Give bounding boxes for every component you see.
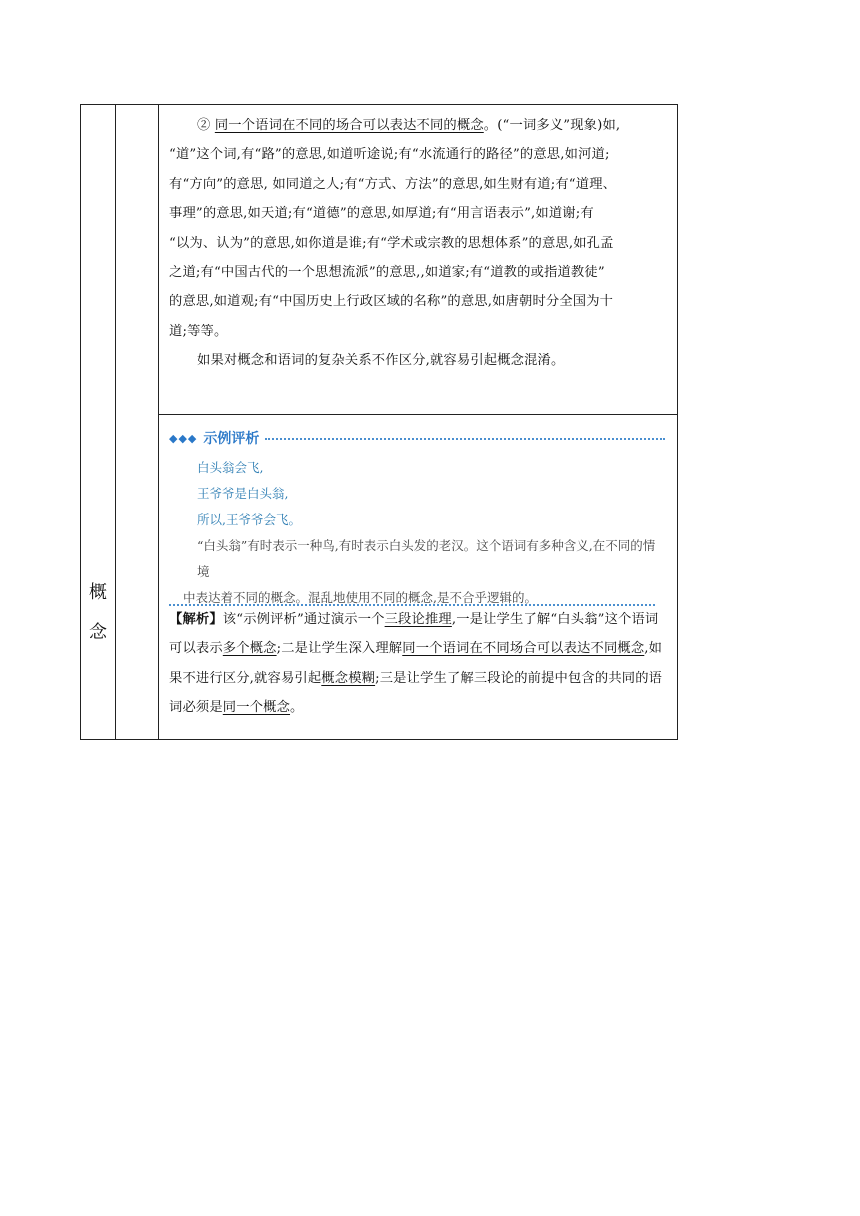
row-divider bbox=[159, 414, 677, 415]
content-table bbox=[80, 104, 678, 740]
conclusion-line: 如果对概念和语词的复杂关系不作区分,就容易引起概念混淆。 bbox=[197, 353, 565, 369]
text-line: 事理”的意思,如天道;有“道德”的意思,如厚道;有“用言语表示”,如道谢;有 bbox=[169, 206, 594, 222]
analysis-tag: 【解析】 bbox=[169, 612, 223, 627]
example-body bbox=[169, 455, 665, 611]
premise-2: 王爷爷是白头翁, bbox=[197, 486, 289, 501]
text-line: ② 同一个语词在不同的场合可以表达不同的概念。(“一词多义”现象)如, bbox=[197, 118, 621, 133]
dotted-rule bbox=[265, 438, 665, 440]
text-line: 之道;有“中国古代的一个思想流派”的意思,,如道家;有“道教的或指道教徒” bbox=[169, 265, 605, 281]
example-figure bbox=[169, 427, 665, 613]
example-note-2: 中表达着不同的概念。混乱地使用不同的概念,是不合乎逻辑的。 bbox=[183, 590, 537, 605]
text-line: 有“方向”的意思, 如同道之人;有“方式、方法”的意思,如生财有道;有“道理、 bbox=[169, 176, 617, 192]
diamond-icons: ◆◆◆ bbox=[169, 431, 198, 445]
example-note-1: “白头翁”有时表示一种鸟,有时表示白头发的老汉。这个语词有多种含义,在不同的情境 bbox=[197, 538, 656, 579]
column-divider-2 bbox=[158, 105, 159, 739]
conclusion: 所以,王爷爷会飞。 bbox=[197, 512, 301, 527]
text-line: “以为、认为”的意思,如你道是谁;有“学术或宗教的思想体系”的意思,如孔孟 bbox=[169, 235, 614, 251]
premise-1: 白头翁会飞, bbox=[197, 460, 264, 475]
category-cell bbox=[81, 573, 115, 653]
text-line: 的意思,如道观;有“中国历史上行政区域的名称”的意思,如唐朝时分全国为十 bbox=[169, 294, 614, 310]
explanation-paragraph bbox=[169, 111, 669, 376]
category-char-2: 念 bbox=[89, 622, 107, 643]
analysis-paragraph: 【解析】该“示例评析”通过演示一个三段论推理,一是让学生了解“白头翁”这个语词可以表示多个概念;二是让学生深入理解同一个语词在不同场合可以表达不同概念,如果不进行区分,就容易引起概念模糊;三是让学生了解三段论的前提中包含的共同的语词必须是同一个概念。 bbox=[169, 612, 663, 716]
example-header bbox=[169, 427, 665, 449]
text-line: “道”这个词,有“路”的意思,如道听途说;有“水流通行的路径”的意思,如河道; bbox=[169, 147, 610, 163]
example-title: 示例评析 bbox=[203, 431, 260, 447]
category-char-1: 概 bbox=[89, 582, 107, 603]
text-line: 道;等等。 bbox=[169, 323, 228, 339]
column-divider-1 bbox=[115, 105, 116, 739]
